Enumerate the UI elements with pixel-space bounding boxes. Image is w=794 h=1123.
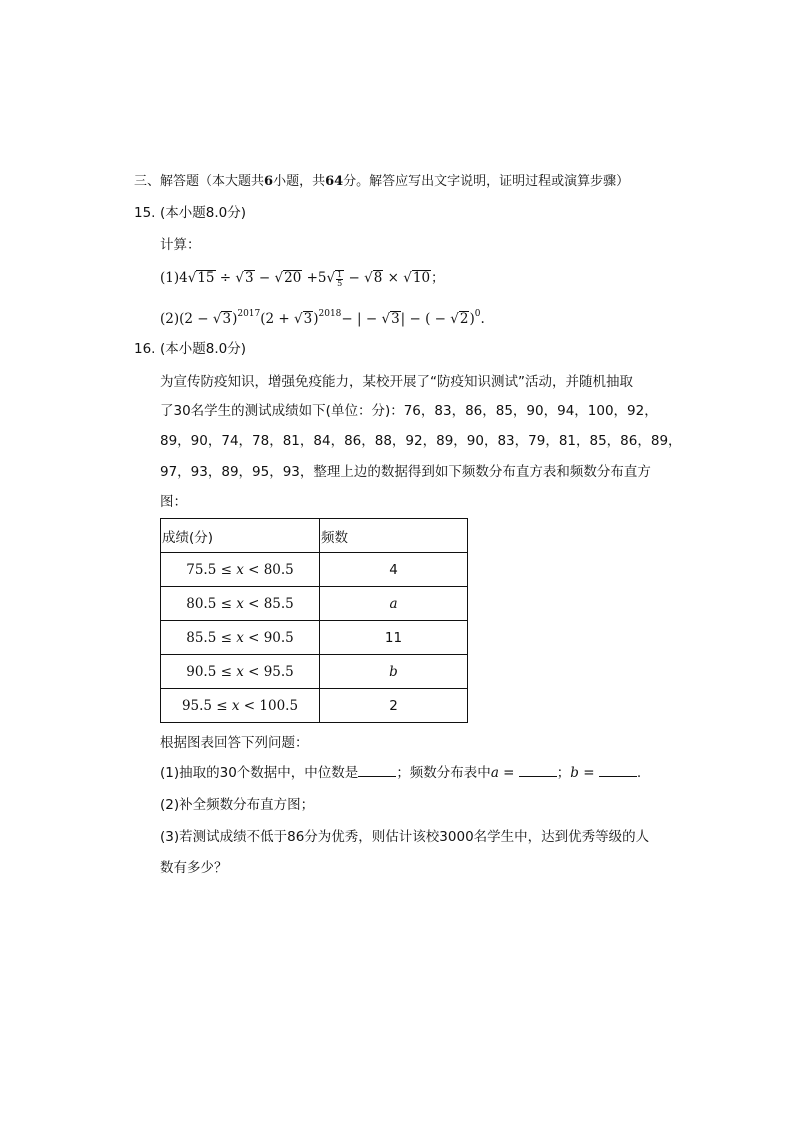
table-row: [161, 587, 468, 621]
question-16-score: (本小题8.0分): [160, 341, 247, 357]
table-row: [161, 689, 468, 723]
question-16-paragraph-line: 97，93，89，95，93，整理上边的数据得到如下频数分布直方表和频数分布直方: [160, 464, 651, 480]
table-cell-frequency: 2: [320, 689, 468, 723]
table-cell-frequency: a: [320, 587, 468, 621]
question-16-sub-3: (3)若测试成绩不低于86分为优秀，则估计该校3000名学生中，达到优秀等级的人: [160, 829, 650, 845]
section-heading: 三、解答题（本大题共6小题，共64分。解答应写出文字说明，证明过程或演算步骤）: [134, 174, 630, 189]
question-16-sub-3-cont: 数有多少？: [160, 860, 228, 876]
table-header-score: 成绩(分): [161, 519, 320, 553]
question-15-part-1: (1)4√15 ÷ √3 − √20 +5√ $\frac{1}{5}$ − √8 × √10；: [160, 269, 445, 288]
table-cell-frequency: b: [320, 655, 468, 689]
question-16-paragraph-line: 图：: [160, 494, 187, 510]
answer-blank-a[interactable]: [519, 764, 557, 777]
question-16-sub-2: (2)补全频数分布直方图；: [160, 797, 315, 813]
table-cell-range: 95.5 ≤ x < 100.5: [161, 689, 320, 723]
question-16-paragraph-line: 89，90，74，78，81，84，86，88，92，89，90，83，79，81，85，86，89，: [160, 433, 682, 449]
table-cell-range: 80.5 ≤ x < 85.5: [161, 587, 320, 621]
table-cell-range: 90.5 ≤ x < 95.5: [161, 655, 320, 689]
frequency-table: [160, 518, 468, 723]
question-15-part-2: $(2)(2 - √3)^{2017}(2 + √3)^{2018}-$ | − √3| − ( − √2)$^0$.: [160, 309, 485, 327]
table-header-row: [161, 519, 468, 553]
table-header-frequency: 频数: [320, 519, 468, 553]
question-16-paragraph-line: 为宣传防疫知识，增强免疫能力，某校开展了“防疫知识测试”活动，并随机抽取: [160, 374, 633, 390]
question-16-paragraph-line: 了30名学生的测试成绩如下(单位：分)：76，83，86，85，90，94，100，92，: [160, 403, 658, 419]
table-cell-range: 85.5 ≤ x < 90.5: [161, 621, 320, 655]
table-row: [161, 655, 468, 689]
answer-blank-median[interactable]: [358, 764, 396, 777]
table-row: [161, 621, 468, 655]
table-cell-frequency: 11: [320, 621, 468, 655]
table-cell-frequency: 4: [320, 553, 468, 587]
table-cell-range: 75.5 ≤ x < 80.5: [161, 553, 320, 587]
question-16-prompt: 根据图表回答下列问题：: [160, 735, 309, 751]
question-15-score: (本小题8.0分): [160, 205, 247, 221]
question-15-number: 15.: [134, 205, 156, 221]
question-16-number: 16.: [134, 341, 156, 357]
question-16-sub-1: (1)抽取的30个数据中，中位数是 ；频数分布表中a = ；b = .: [160, 765, 642, 781]
answer-blank-b[interactable]: [599, 764, 637, 777]
table-row: [161, 553, 468, 587]
question-15-instruction: 计算：: [160, 237, 201, 253]
